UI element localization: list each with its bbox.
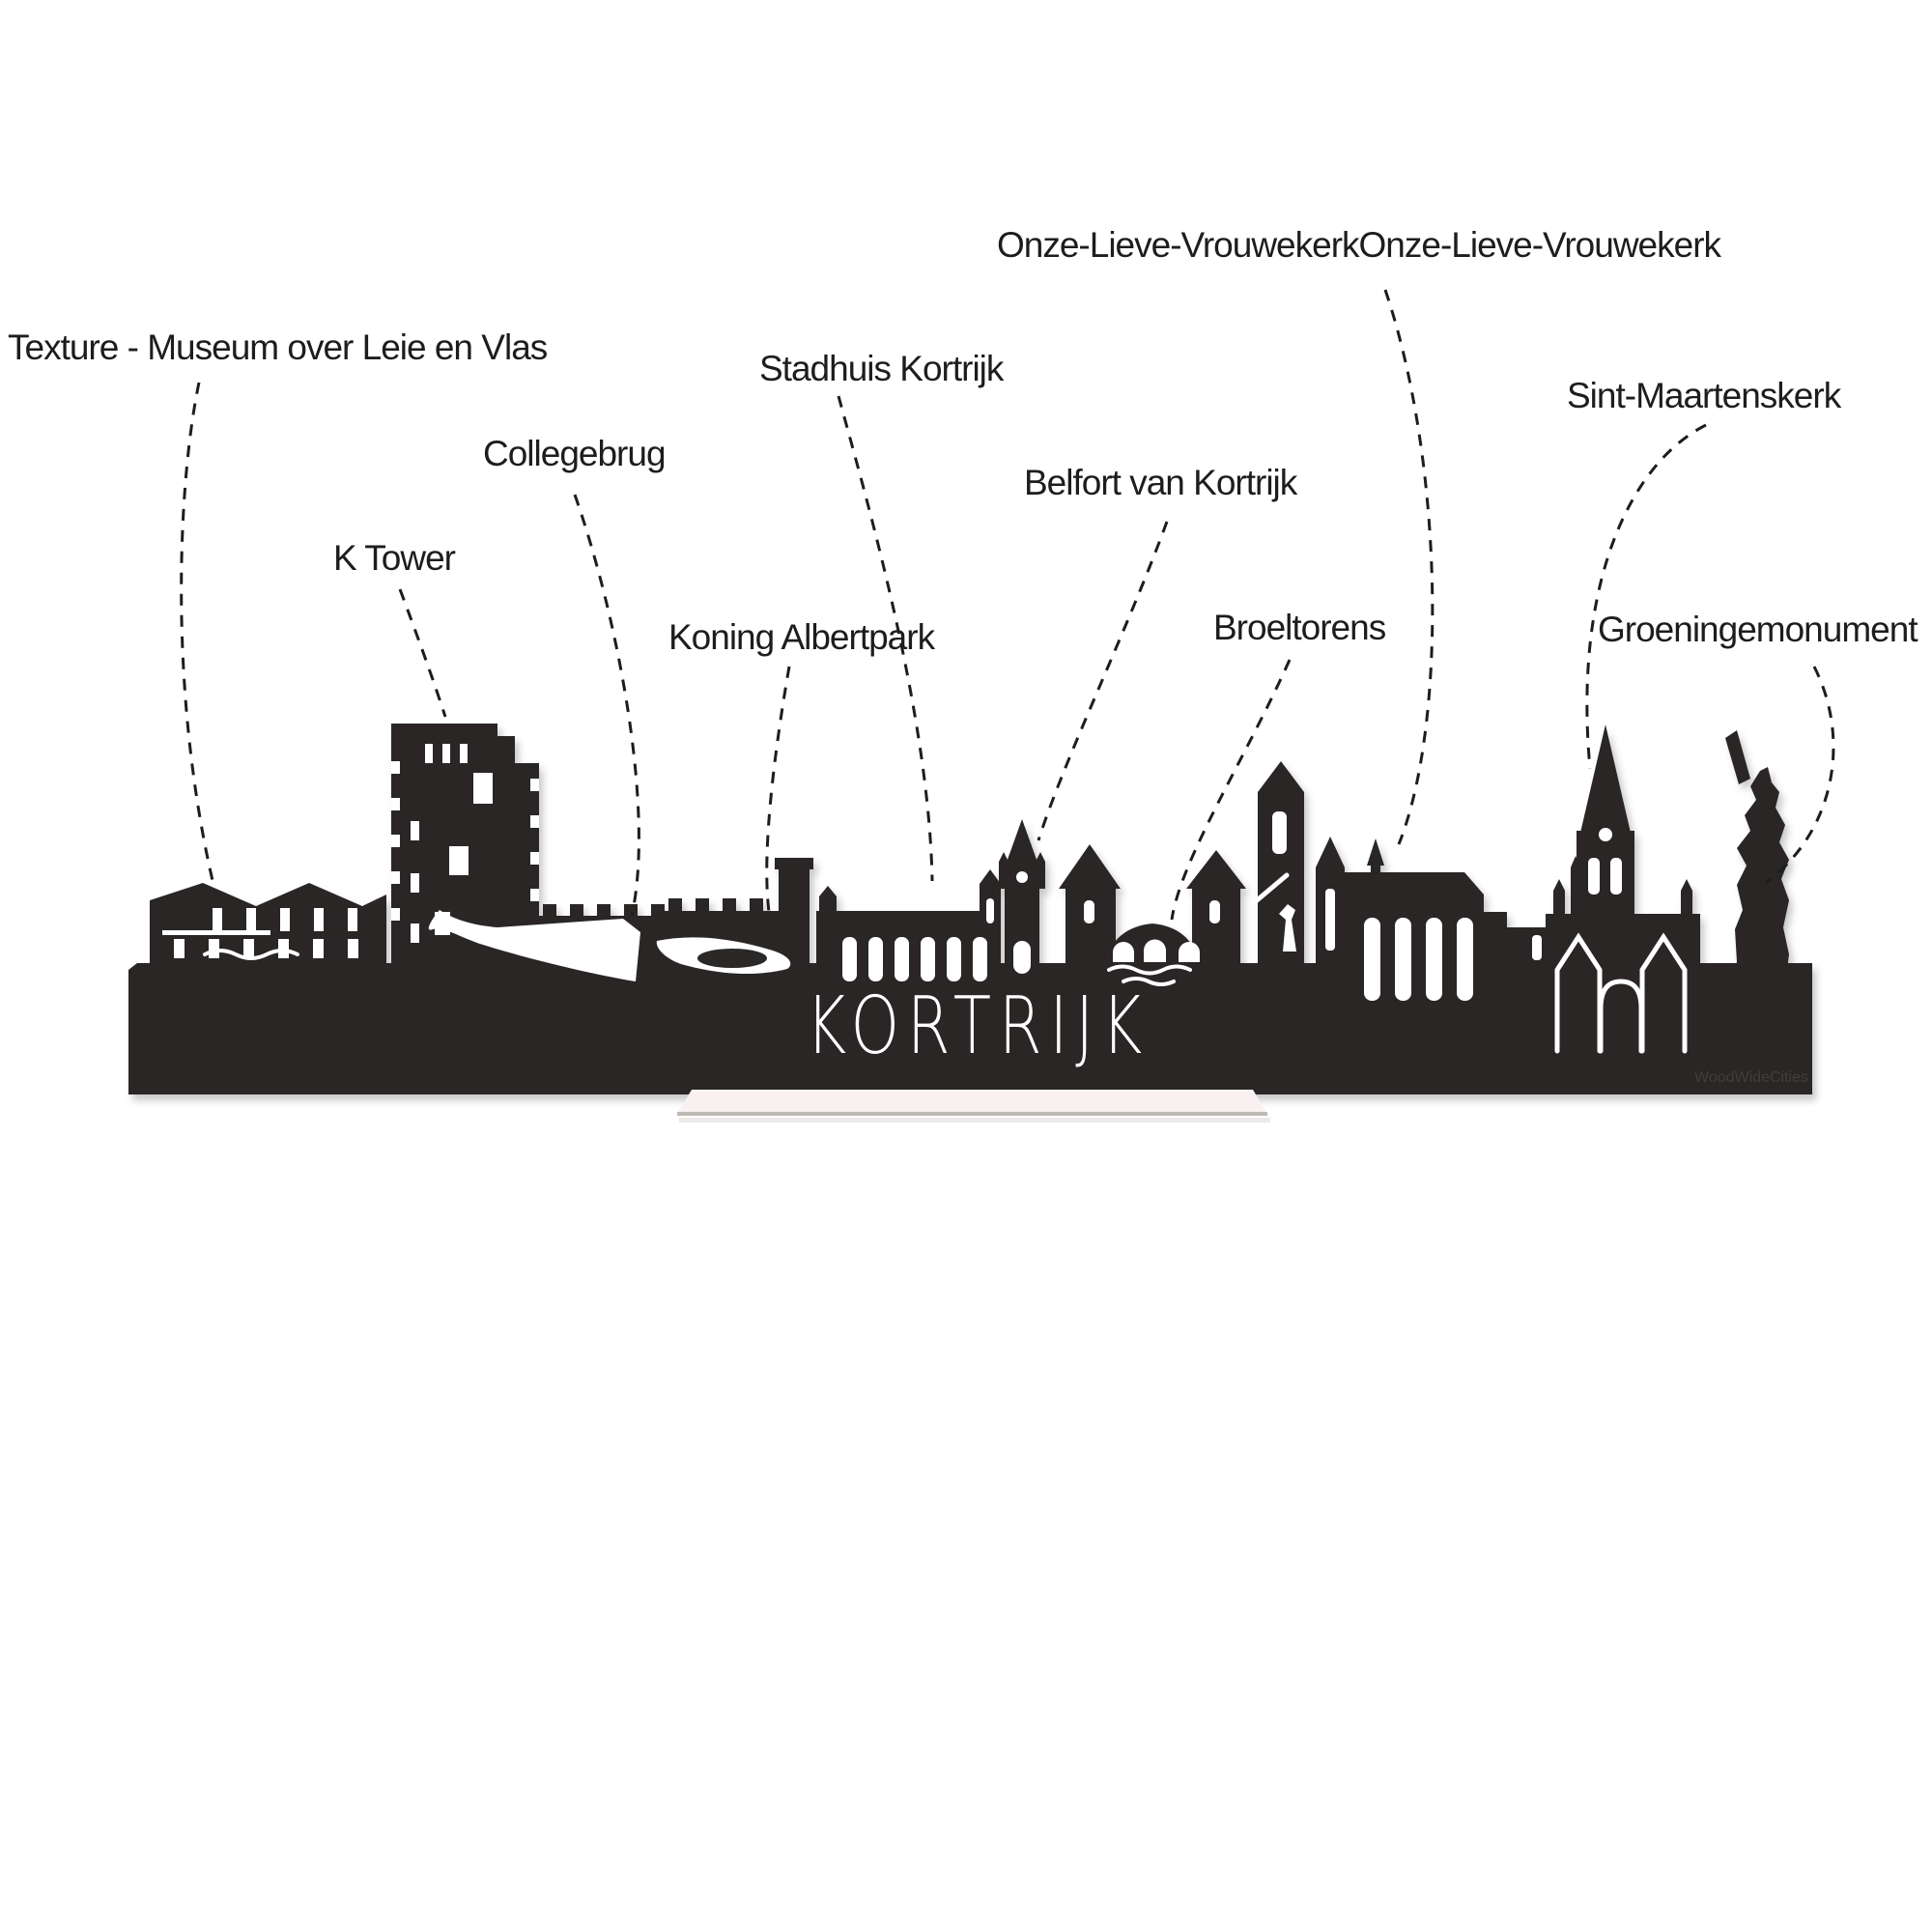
label-sint-maartenskerk: Sint-Maartenskerk <box>1567 376 1841 415</box>
sint-maartens-clock <box>1599 828 1612 841</box>
label-texture-museum: Texture - Museum over Leie en Vlas <box>8 327 548 367</box>
connector-collegebrug <box>575 495 639 916</box>
sint-maartens-slit-2 <box>1610 858 1622 895</box>
label-k-tower: K Tower <box>333 538 455 578</box>
connector-texture-museum <box>182 383 214 889</box>
label-collegebrug: Collegebrug <box>483 434 666 473</box>
broeltoren-right-window <box>1209 900 1220 923</box>
stadhuis-turret <box>819 886 837 911</box>
chimney <box>775 858 813 965</box>
label-broeltorens: Broeltorens <box>1213 608 1386 647</box>
label-belfort: Belfort van Kortrijk <box>1024 463 1297 502</box>
label-onze-lieve-vrouwekerk: Onze-Lieve-VrouwekerkOnze-Lieve-Vrouwekerk <box>997 225 1721 265</box>
belfort-door <box>1013 941 1031 974</box>
connector-belfort <box>1038 522 1167 840</box>
bridge-arches <box>1113 940 1200 963</box>
belfort-clock <box>1016 871 1028 883</box>
display-stand <box>677 1090 1270 1122</box>
label-koning-albertpark: Koning Albertpark <box>668 617 935 657</box>
sint-maartens-slit-1 <box>1588 858 1600 895</box>
label-stadhuis: Stadhuis Kortrijk <box>759 349 1004 388</box>
link-wall-window <box>1532 935 1542 960</box>
city-name-cutout: KORTRIJK <box>806 980 1150 1072</box>
connector-onze-lieve-vrouwekerk <box>1385 290 1433 844</box>
river-island <box>697 949 767 968</box>
sint-maartenskerk-church <box>1546 724 1700 965</box>
label-groeningemonument: Groeningemonument <box>1598 610 1918 649</box>
connector-k-tower <box>400 589 445 717</box>
connector-sint-maartenskerk <box>1587 425 1706 769</box>
small-turret-window <box>986 898 994 923</box>
broeltoren-left-window <box>1084 900 1094 923</box>
watermark: WoodWideCities <box>1694 1069 1808 1086</box>
